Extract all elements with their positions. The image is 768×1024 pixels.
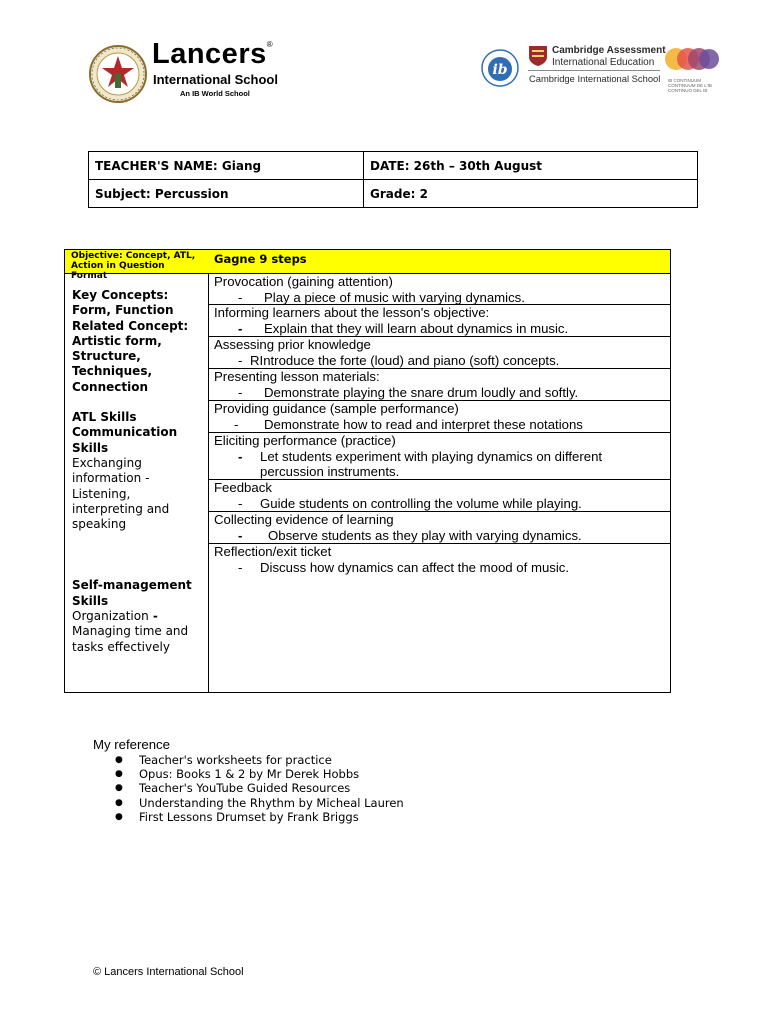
list-item: ● First Lessons Drumset by Frank Briggs (115, 809, 359, 824)
school-tagline: An IB World School (180, 89, 250, 98)
step-title: Providing guidance (sample performance) (214, 401, 459, 416)
page-footer: © Lancers International School (93, 966, 244, 978)
step-item: - Guide students on controlling the volume while playing. (238, 495, 582, 511)
reference-heading: My reference (93, 737, 170, 752)
key-concepts: Key Concepts: Form, Function (72, 288, 174, 318)
step-item: - RIntroduce the forte (loud) and piano (soft) concepts. (238, 352, 560, 368)
objective-header: Objective: Concept, ATL, Action in Question Format (65, 250, 208, 274)
step-title: Reflection/exit ticket (214, 544, 332, 559)
bullet-icon: ● (115, 783, 123, 794)
svg-text:ib: ib (492, 62, 508, 78)
registered-mark: ® (266, 40, 274, 49)
cambridge-line-3: Cambridge International School (529, 73, 661, 84)
date-cell: DATE: 26th – 30th August (364, 152, 698, 180)
objective-content (72, 288, 204, 655)
step-title: Assessing prior knowledge (214, 337, 371, 352)
cambridge-line-2: International Education (552, 57, 655, 68)
cambridge-crest-logo (528, 45, 548, 67)
school-name: Lancers® (152, 38, 274, 70)
step-title: Informing learners about the lesson's objective: (214, 305, 490, 320)
step-item: - Explain that they will learn about dynamics in music. (238, 320, 569, 336)
grade-cell: Grade: 2 (364, 180, 698, 208)
reference-list (115, 753, 404, 824)
step-item: - Demonstrate how to read and interpret these notations (234, 416, 583, 432)
list-item: ● Teacher's worksheets for practice (115, 753, 332, 767)
list-item: ● Teacher's YouTube Guided Resources (115, 781, 351, 796)
cambridge-line-1: Cambridge Assessment (552, 45, 666, 56)
bullet-icon: ● (115, 797, 123, 808)
ib-continuum-logo (664, 44, 720, 76)
step-title: Feedback (214, 480, 272, 495)
gagne-step (208, 401, 670, 433)
gagne-step (208, 337, 670, 369)
step-item: - Demonstrate playing the snare drum loudly and softly. (238, 384, 579, 400)
step-title: Presenting lesson materials: (214, 369, 380, 384)
gagne-step (208, 480, 670, 512)
gagne-step (208, 369, 670, 401)
subject-cell: Subject: Percussion (89, 180, 364, 208)
info-table (88, 151, 698, 208)
step-title: Collecting evidence of learning (214, 512, 394, 527)
school-crest-logo (88, 44, 148, 104)
gagne-step (208, 305, 670, 337)
list-item: ● Opus: Books 1 & 2 by Mr Derek Hobbs (115, 767, 360, 782)
gagne-step (208, 512, 670, 544)
self-management-title: Self-management Skills (72, 578, 192, 608)
ib-logo (480, 48, 520, 88)
atl-skills-title: ATL Skills Communication Skills (72, 410, 178, 455)
gagne-step (208, 274, 670, 305)
step-item: - Observe students as they play with varying dynamics. (238, 527, 582, 543)
gagne-header: Gagne 9 steps (208, 250, 670, 274)
bullet-icon: ● (115, 755, 123, 765)
bullet-icon: ● (115, 811, 123, 822)
step-title: Provocation (gaining attention) (214, 274, 393, 289)
teacher-name-cell: TEACHER'S NAME: Giang (89, 152, 364, 180)
lesson-plan-table (64, 249, 671, 693)
related-concept: Related Concept: Artistic form, Structure, Techniques, Connection (72, 318, 189, 394)
gagne-step (208, 433, 670, 480)
step-item: - Discuss how dynamics can affect the mood of music. (238, 559, 570, 575)
self-management-body: Organization - Managing time and tasks effectively (72, 609, 189, 654)
cambridge-divider (528, 70, 660, 71)
bullet-icon: ● (115, 769, 123, 780)
step-item: - Play a piece of music with varying dynamics. (238, 289, 525, 305)
gagne-step (208, 544, 670, 692)
list-item: ● Understanding the Rhythm by Micheal Lauren (115, 795, 404, 810)
step-item: - Let students experiment with playing dynamics on different percussion instruments. (238, 448, 603, 480)
ib-continuum-text: IB CONTINUUM CONTINUUM DE L'IB CONTINUO DEL IB (668, 78, 712, 93)
atl-skills-body: Exchanging information - Listening, interpreting and speaking (72, 455, 170, 532)
step-title: Eliciting performance (practice) (214, 433, 396, 448)
school-subtitle: International School (153, 72, 278, 87)
